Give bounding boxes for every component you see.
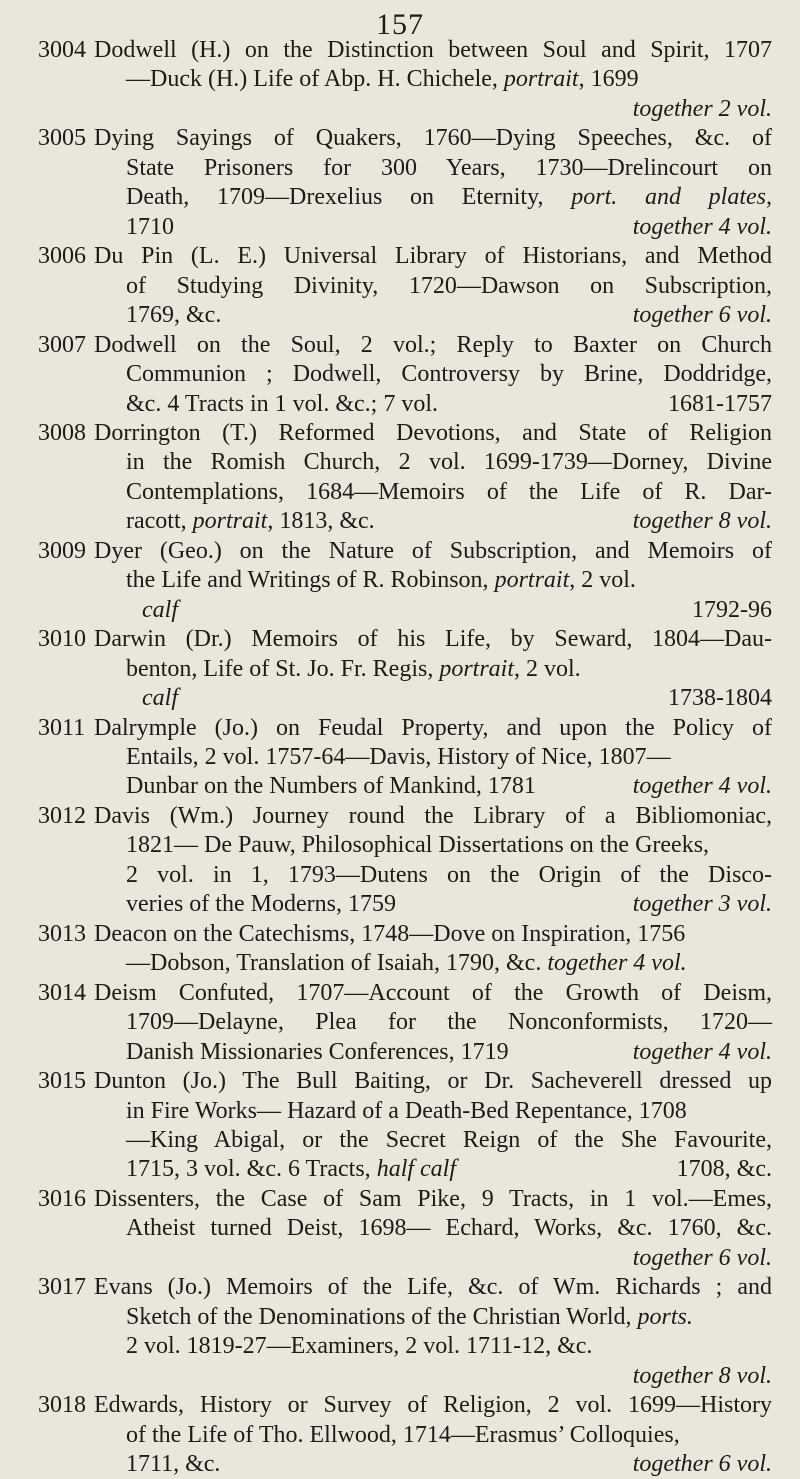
text-run: &c. 4 Tracts in 1 vol. &c.; 7 vol. (126, 390, 438, 417)
text-run: 1710 (126, 213, 174, 240)
text-run: Edwards, History or Survey of Religion, 2 vol. 1699—History (94, 1392, 772, 1419)
entry-line-tail (226, 1155, 772, 1184)
entry-line-tail (226, 390, 772, 419)
text-run: 2 vol. in 1, 1793—Dutens on the Origin of the Disco- (126, 861, 772, 888)
text-run: Dalrymple (Jo.) on Feudal Property, and upon the Policy of (94, 714, 772, 741)
lot-number: 3004 (38, 37, 86, 63)
text-run: , 1699 (578, 66, 639, 93)
text-run: 1708, &c. (676, 1156, 772, 1183)
entry-line-tail (226, 772, 772, 801)
text-run: —Duck (H.) Life of Abp. H. Chichele, (126, 66, 504, 93)
entry-line (126, 1008, 772, 1037)
italic-text: portrait (192, 508, 268, 535)
text-run: 1681-1757 (668, 390, 772, 417)
text-run: racott, (126, 508, 193, 535)
entry-line (126, 1097, 772, 1126)
page-number: 157 (376, 8, 424, 41)
text-run: Death, 1709—Drexelius on Eternity, (126, 184, 572, 211)
entry-line-tail (242, 596, 772, 625)
entry-line (126, 1214, 772, 1243)
entry-line (126, 1126, 772, 1155)
italic-text: ports. (637, 1303, 693, 1330)
text-run: Communion ; Dodwell, Controversy by Brine, Doddridge, (126, 361, 772, 388)
text-run: Du Pin (L. E.) Universal Library of Historians, and Method (94, 243, 772, 270)
italic-text: together 6 vol. (632, 1451, 772, 1478)
text-run: Dunton (Jo.) The Bull Baiting, or Dr. Sacheverell dressed up (94, 1068, 772, 1095)
entry-line (126, 1421, 772, 1450)
text-run: Contemplations, 1684—Memoirs of the Life of R. Dar- (126, 478, 772, 505)
text-run: Dodwell (H.) on the Distinction between Soul and Spirit, 1707 (94, 37, 772, 63)
text-run: —Dobson, Translation of Isaiah, 1790, &c. (126, 950, 548, 977)
text-run: of the Life of Tho. Ellwood, 1714—Erasmus’ Colloquies, (126, 1421, 680, 1448)
text-run: in the Romish Church, 2 vol. 1699-1739—Dorney, Divine (126, 449, 772, 476)
italic-text: together 6 vol. (632, 1244, 772, 1271)
entry-line (94, 331, 772, 360)
italic-text: together 4 vol. (632, 1038, 772, 1065)
italic-text: calf (142, 685, 178, 712)
entry-line-tail (226, 890, 772, 919)
entry-line-tail (226, 301, 772, 330)
text-run: 2 vol. 1819-27—Examiners, 2 vol. 1711-12, &c. (126, 1333, 593, 1360)
entry-line (126, 949, 687, 978)
text-run: Darwin (Dr.) Memoirs of his Life, by Seward, 1804—Dau- (94, 626, 772, 653)
lot-number: 3017 (38, 1274, 86, 1301)
entry-line (94, 1067, 772, 1096)
lot-number: 3018 (38, 1392, 86, 1419)
entry-line (94, 714, 772, 743)
italic-text: portrait (494, 567, 570, 594)
entry-line (126, 183, 772, 212)
text-run: veries of the Moderns, 1759 (126, 891, 396, 918)
italic-text: together 4 vol. (632, 213, 772, 240)
italic-text: together 4 vol. (632, 773, 772, 800)
entry-line (126, 1303, 772, 1332)
italic-text: together 4 vol. (547, 950, 687, 977)
entry-line (94, 1273, 772, 1302)
entry-line-tail (226, 1038, 772, 1067)
lot-number: 3016 (38, 1185, 86, 1212)
text-run: 1821— De Pauw, Philosophical Dissertations on the Greeks, (126, 832, 710, 859)
italic-text: calf (142, 596, 178, 623)
text-run: Danish Missionaries Conferences, 1719 (126, 1038, 509, 1065)
italic-text: together 8 vol. (632, 508, 772, 535)
entry-line (94, 625, 772, 654)
entry-line (142, 684, 178, 713)
text-run: , 2 vol. (514, 655, 581, 682)
entry-line (126, 448, 772, 477)
entry-line (126, 1450, 220, 1479)
lot-number: 3007 (38, 331, 86, 358)
text-run: Dissenters, the Case of Sam Pike, 9 Tracts, in 1 vol.—Emes, (94, 1185, 772, 1212)
text-run: Evans (Jo.) Memoirs of the Life, &c. of Wm. Richards ; and (94, 1274, 772, 1301)
entry-line (126, 1332, 772, 1361)
italic-text: portrait (439, 655, 515, 682)
text-run: Davis (Wm.) Journey round the Library of a Bibliomoniac, (94, 802, 772, 829)
lot-number: 3011 (38, 714, 86, 741)
entry-line (126, 566, 772, 595)
entry-line (126, 301, 221, 330)
entry-line (94, 920, 772, 949)
entry-line-tail (226, 507, 772, 536)
entry-line (126, 213, 174, 242)
entry-line (142, 596, 178, 625)
text-run: Deacon on the Catechisms, 1748—Dove on Inspiration, 1756 (94, 920, 686, 947)
italic-text: portrait (503, 66, 579, 93)
text-run: the Life and Writings of R. Robinson, (126, 567, 495, 594)
italic-text: half calf (376, 1156, 457, 1183)
entry-line (126, 1244, 772, 1273)
text-run: Dying Sayings of Quakers, 1760—Dying Speeches, &c. of (94, 125, 772, 152)
italic-text: together 3 vol. (632, 891, 772, 918)
entry-line-tail (226, 1450, 772, 1479)
text-run: 1792-96 (692, 596, 772, 623)
entry-line (126, 478, 772, 507)
lot-number: 3006 (38, 243, 86, 270)
text-run: Deism Confuted, 1707—Account of the Growth of Deism, (94, 979, 772, 1006)
text-run: State Prisoners for 300 Years, 1730—Drelincourt on (126, 154, 772, 181)
lot-number: 3005 (38, 125, 86, 152)
italic-text: together 8 vol. (632, 1362, 772, 1389)
text-run: 1738-1804 (668, 685, 772, 712)
text-run: 1711, &c. (126, 1451, 221, 1478)
entry-line (94, 802, 772, 831)
entry-line (126, 743, 772, 772)
entry-line (126, 861, 772, 890)
italic-text: together 6 vol. (632, 302, 772, 329)
entry-line (126, 655, 772, 684)
lot-number: 3014 (38, 979, 86, 1006)
text-run: Dyer (Geo.) on the Nature of Subscription, and Memoirs of (94, 537, 772, 564)
lot-number: 3008 (38, 419, 86, 446)
italic-text: port. and plates, (571, 184, 773, 211)
entry-line (94, 1391, 772, 1420)
text-run: Dodwell on the Soul, 2 vol.; Reply to Baxter on Church (94, 331, 772, 358)
entry-line (126, 272, 772, 301)
entry-line (94, 419, 772, 448)
text-run: , 2 vol. (569, 567, 636, 594)
entry-line (94, 1185, 772, 1214)
text-run: in Fire Works— Hazard of a Death-Bed Repentance, 1708 (126, 1097, 687, 1124)
entry-line (126, 1362, 772, 1391)
entry-line-tail (226, 213, 772, 242)
entry-line (94, 242, 772, 271)
text-run: 1715, 3 vol. &c. 6 Tracts, (126, 1156, 377, 1183)
text-run: of Studying Divinity, 1720—Dawson on Subscription, (126, 272, 772, 299)
entry-line (126, 65, 772, 94)
entry-line (126, 154, 772, 183)
lot-number: 3010 (38, 626, 86, 653)
italic-text: together 2 vol. (632, 95, 772, 122)
text-run: , 1813, &c. (267, 508, 375, 535)
entry-line (94, 36, 772, 65)
entry-line (126, 360, 772, 389)
text-run: Dunbar on the Numbers of Mankind, 1781 (126, 773, 536, 800)
text-run: 1709—Delayne, Plea for the Nonconformists, 1720— (126, 1009, 772, 1036)
text-run: Atheist turned Deist, 1698— Echard, Works, &c. 1760, &c. (126, 1215, 772, 1242)
entry-line (94, 537, 772, 566)
lot-number: 3015 (38, 1068, 86, 1095)
text-run: 1769, &c. (126, 302, 222, 329)
entry-line (94, 124, 772, 153)
entry-line (126, 95, 772, 124)
text-run: Entails, 2 vol. 1757-64—Davis, History of Nice, 1807— (126, 744, 671, 771)
lot-number: 3009 (38, 537, 86, 564)
text-run: —King Abigal, or the Secret Reign of the She Favourite, (126, 1127, 772, 1153)
lot-number: 3013 (38, 920, 86, 947)
entry-line-tail (242, 684, 772, 713)
text-run: Dorrington (T.) Reformed Devotions, and State of Religion (94, 419, 772, 446)
text-run: benton, Life of St. Jo. Fr. Regis, (126, 655, 440, 682)
entry-line (94, 979, 772, 1008)
text-run: Sketch of the Denominations of the Christian World, (126, 1303, 638, 1330)
entry-line (126, 831, 772, 860)
lot-number: 3012 (38, 802, 86, 829)
